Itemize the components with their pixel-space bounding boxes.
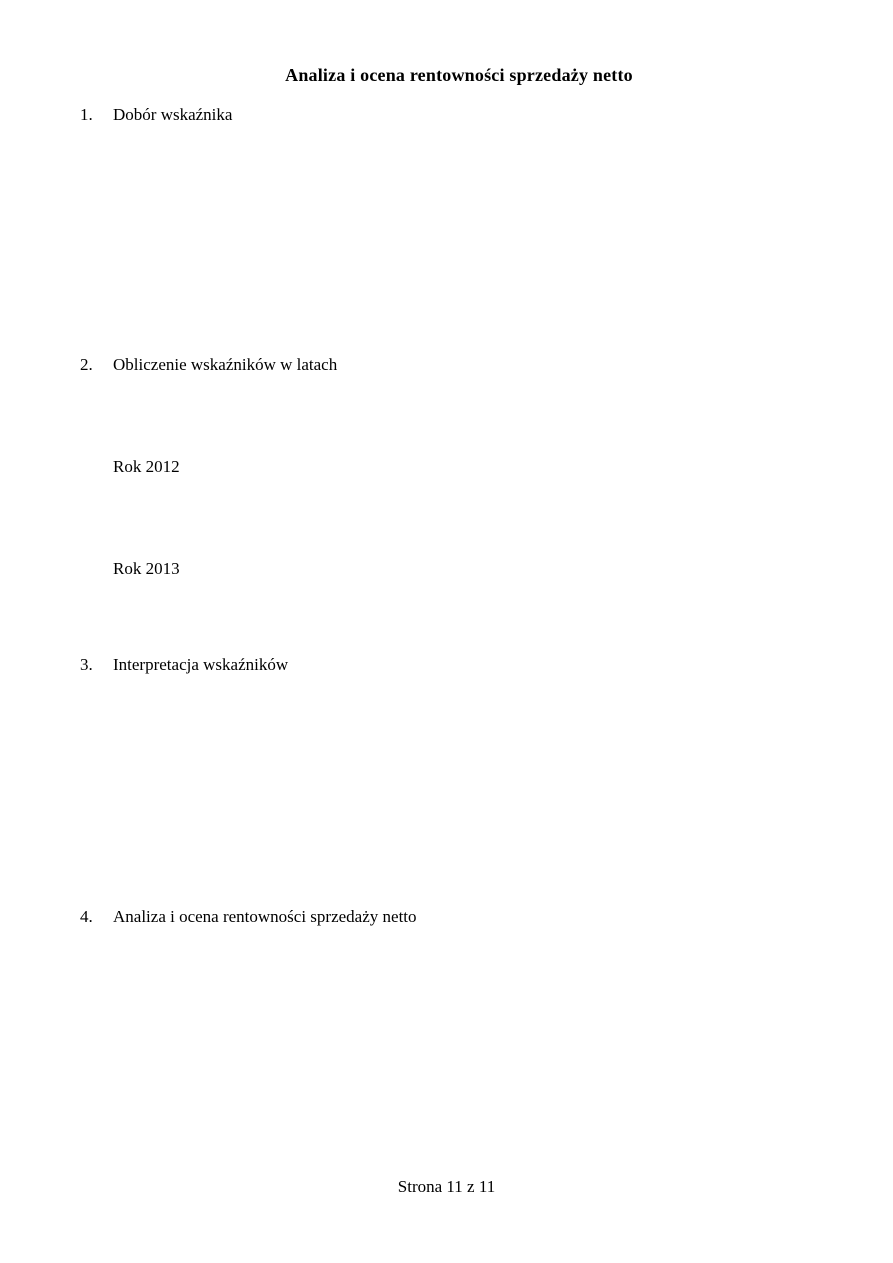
list-item-number: 3. <box>80 655 93 674</box>
list-item-label: Analiza i ocena rentowności sprzedaży netto <box>113 907 417 926</box>
list-item-obliczenie-wskaznikow <box>80 355 337 375</box>
list-item-interpretacja-wskaznikow <box>80 655 288 675</box>
list-item-number: 1. <box>80 105 93 124</box>
list-item-dobor-wskaznika <box>80 105 232 125</box>
page-title: Analiza i ocena rentowności sprzedaży netto <box>285 65 633 85</box>
year-label-rok-2013: Rok 2013 <box>113 559 180 578</box>
list-item-label: Obliczenie wskaźników w latach <box>113 355 338 374</box>
list-item-number: 4. <box>80 907 93 926</box>
list-item-analiza-i-ocena <box>80 907 417 927</box>
list-item-label: Dobór wskaźnika <box>113 105 233 124</box>
list-item-number: 2. <box>80 355 93 374</box>
year-label-rok-2012: Rok 2012 <box>113 457 180 476</box>
list-item-label: Interpretacja wskaźników <box>113 655 289 674</box>
page-number-footer: Strona 11 z 11 <box>397 1177 496 1196</box>
